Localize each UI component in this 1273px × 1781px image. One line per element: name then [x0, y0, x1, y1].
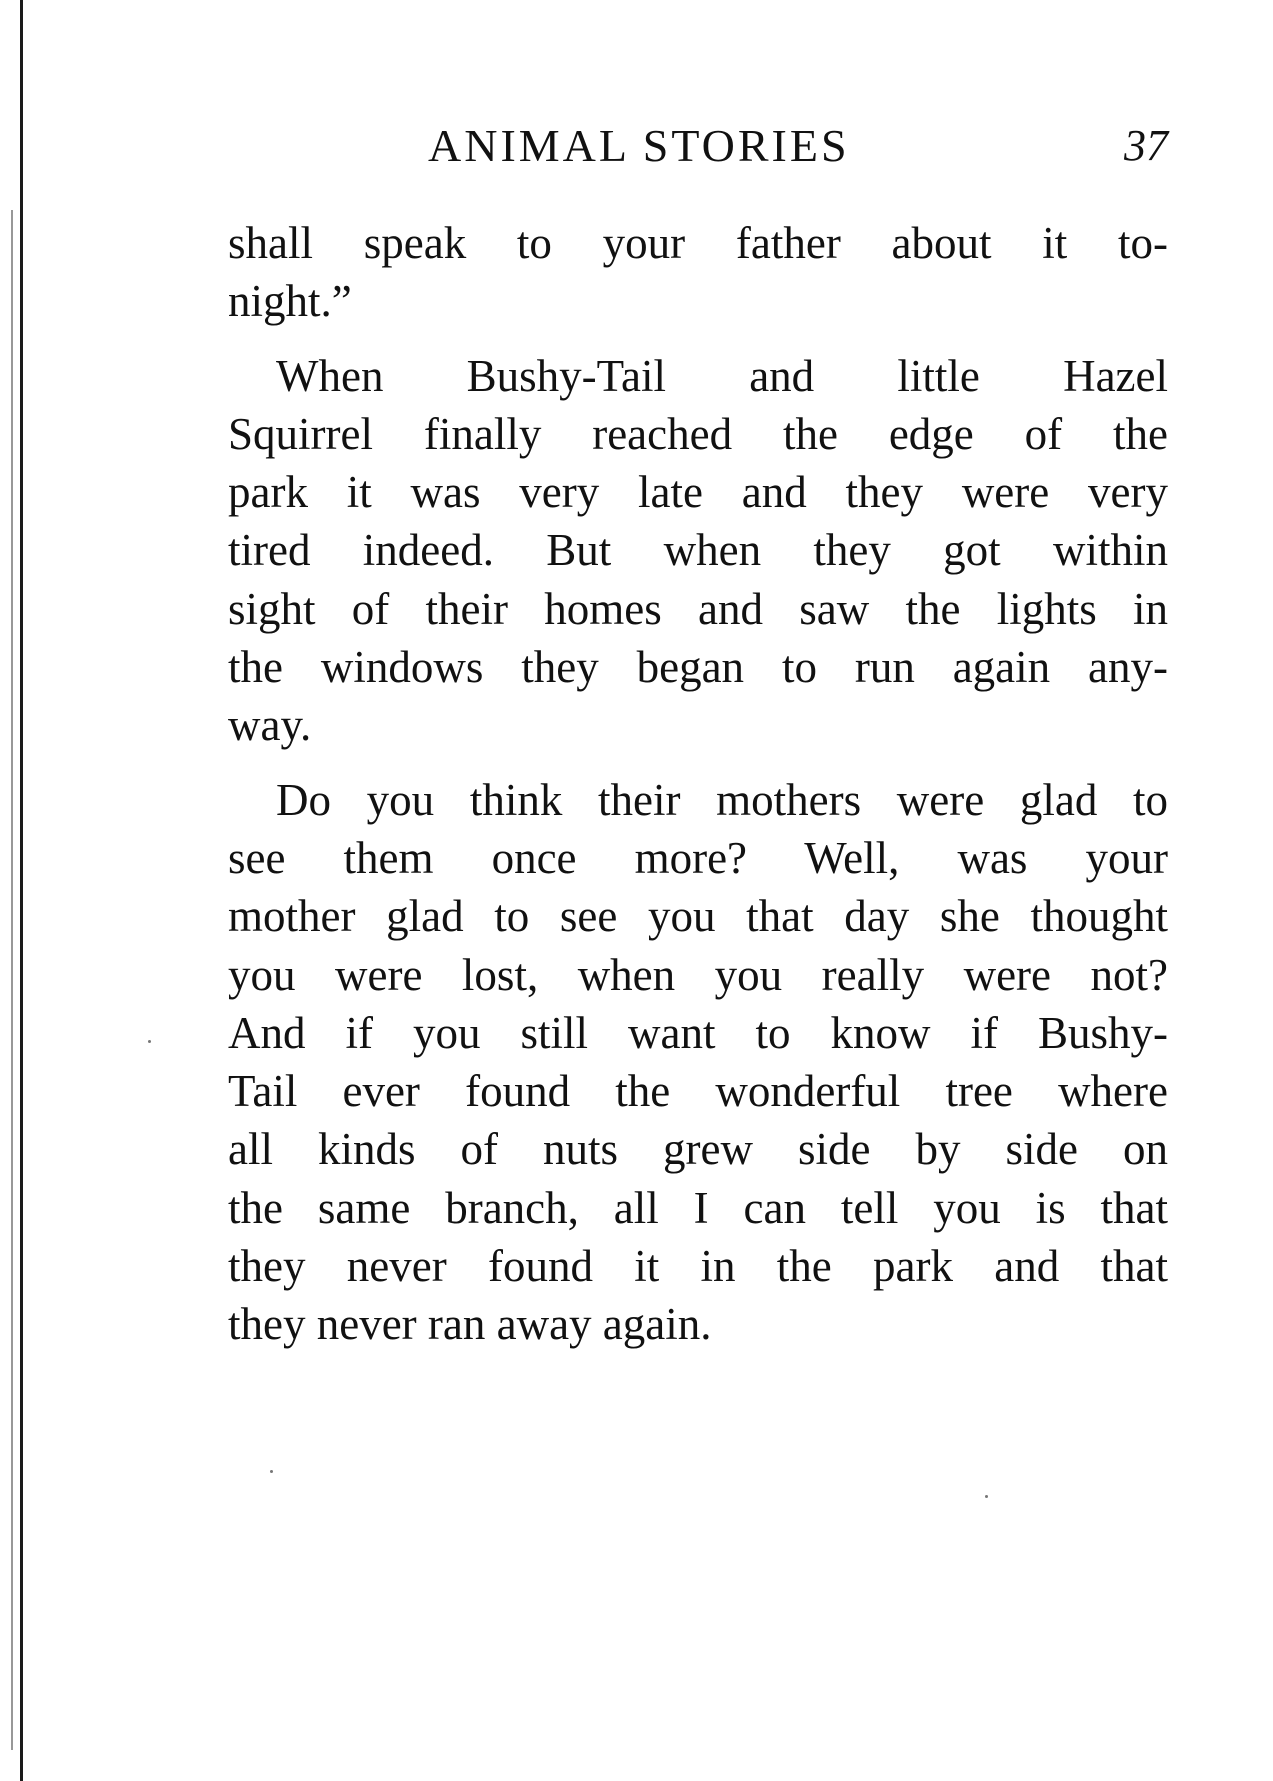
- paragraph-1: [228, 214, 1168, 331]
- text-line: sight of their homes and saw the lights in: [228, 583, 1168, 634]
- text-line: all kinds of nuts grew side by side on: [228, 1124, 1168, 1175]
- text-line: night.”: [228, 276, 352, 327]
- page-number: 37: [1124, 121, 1168, 170]
- text-line: And if you still want to know if Bushy-: [228, 1007, 1168, 1058]
- text-line: the same branch, all I can tell you is that: [228, 1182, 1168, 1233]
- scan-speck: [985, 1495, 988, 1498]
- text-line: shall speak to your father about it to-: [228, 218, 1168, 268]
- text-line: When Bushy-Tail and little Hazel: [276, 350, 1168, 401]
- text-line: park it was very late and they were very: [228, 467, 1168, 518]
- running-head: ANIMAL STORIES: [428, 120, 850, 171]
- text-line: the windows they began to run again any-: [228, 642, 1168, 693]
- scan-speck: [148, 1040, 151, 1043]
- text-line: Squirrel finally reached the edge of the: [228, 408, 1168, 459]
- binding-edge: [20, 0, 23, 1781]
- text-line: way.: [228, 700, 312, 751]
- paragraph-3: [228, 771, 1168, 1354]
- text-line: they never found it in the park and that: [228, 1241, 1168, 1292]
- scan-speck: [270, 1470, 273, 1473]
- text-line: tired indeed. But when they got within: [228, 525, 1168, 576]
- text-line: they never ran away again.: [228, 1299, 712, 1350]
- text-line: Do you think their mothers were glad to: [276, 774, 1168, 825]
- paragraph-2: [228, 347, 1168, 755]
- text-line: mother glad to see you that day she thought: [228, 891, 1168, 942]
- text-line: Tail ever found the wonderful tree where: [228, 1066, 1168, 1117]
- page-header: [228, 118, 1168, 174]
- body-text: [228, 214, 1168, 1354]
- text-line: see them once more? Well, was your: [228, 832, 1168, 883]
- text-line: you were lost, when you really were not?: [228, 949, 1168, 1000]
- binding-shadow: [11, 210, 13, 1750]
